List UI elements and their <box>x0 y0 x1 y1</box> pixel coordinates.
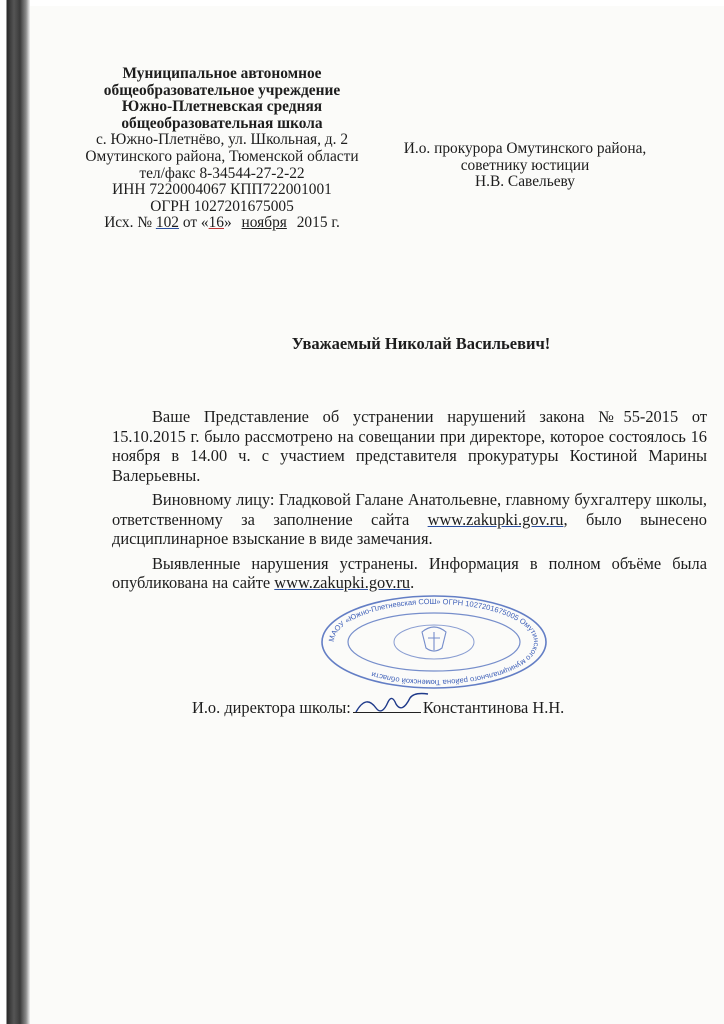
paragraph <box>112 554 707 593</box>
org-name-line: общеобразовательное учреждение <box>103 81 341 99</box>
ref-number: 102 <box>155 214 179 232</box>
stamp-text: МАОУ «Южно-Плетневская СОШ» ОГРН 1027201675005 Омутинского муниципального района Тюменской области <box>326 596 542 688</box>
paragraph <box>112 490 707 549</box>
sender-block <box>70 66 374 232</box>
scan-edge <box>0 0 30 1024</box>
website-link[interactable]: www.zakupki.gov.ru <box>274 573 411 592</box>
org-name-line: Южно-Плетневская средняя <box>121 98 323 116</box>
ogrn-line: ОГРН 1027201675005 <box>150 197 294 215</box>
ref-from: от « <box>182 214 209 232</box>
official-stamp <box>318 594 550 690</box>
phone-line: тел/факс 8-34544-27-2-22 <box>139 164 305 182</box>
recipient-line: Н.В. Савельеву <box>475 173 575 191</box>
ref-prefix: Исх. № <box>104 214 153 232</box>
recipient-line: советнику юстиции <box>460 156 590 174</box>
signer-name: Константинова Н.Н. <box>422 698 565 717</box>
signature-block <box>192 698 564 718</box>
paragraph: Ваше Представление об устранении нарушений закона №55-2015 от 15.10.2015 г. было рассмотрено на совещании при директоре, которое состоялось 16 ноября в 14.00 ч. с участием представителя прокуратуры Костиной Марины Валерьевны. <box>112 407 707 485</box>
org-name-line: общеобразовательная школа <box>121 114 323 132</box>
ref-day: 16 <box>208 214 224 232</box>
ref-close: » <box>223 214 232 232</box>
address-line: Омутинского района, Тюменской области <box>85 147 359 165</box>
text: . <box>410 573 415 592</box>
signer-title: И.о. директора школы: <box>192 698 351 717</box>
letter-body <box>112 407 707 598</box>
org-name-line: Муниципальное автономное <box>122 65 322 82</box>
ref-year: 2015 г. <box>296 214 340 232</box>
ref-month: ноября <box>241 214 287 232</box>
text: Выявленные нарушения устранены. Информация в полном объёме была опубликована на сайте <box>112 553 707 592</box>
outgoing-ref <box>70 215 374 232</box>
inn-line: ИНН 7220004067 КПП722001001 <box>112 181 332 199</box>
text: Виновному лицу: Гладковой Галане Анатольевне, главному бухгалтеру школы, ответственному за заполнение сайта <box>112 490 707 529</box>
recipient-line: И.о. прокурора Омутинского района, <box>403 140 647 157</box>
address-line: с. Южно-Плетнёво, ул. Школьная, д. 2 <box>95 131 349 149</box>
greeting: Уважаемый Николай Васильевич! <box>291 334 551 353</box>
coat-of-arms-icon <box>422 627 446 651</box>
signature-line <box>353 700 421 713</box>
scan-border <box>0 0 724 6</box>
website-link[interactable]: www.zakupki.gov.ru <box>427 509 564 529</box>
recipient-block <box>380 141 670 191</box>
text: , было вынесено дисциплинарное взыскание в виде замечания. <box>112 509 707 548</box>
